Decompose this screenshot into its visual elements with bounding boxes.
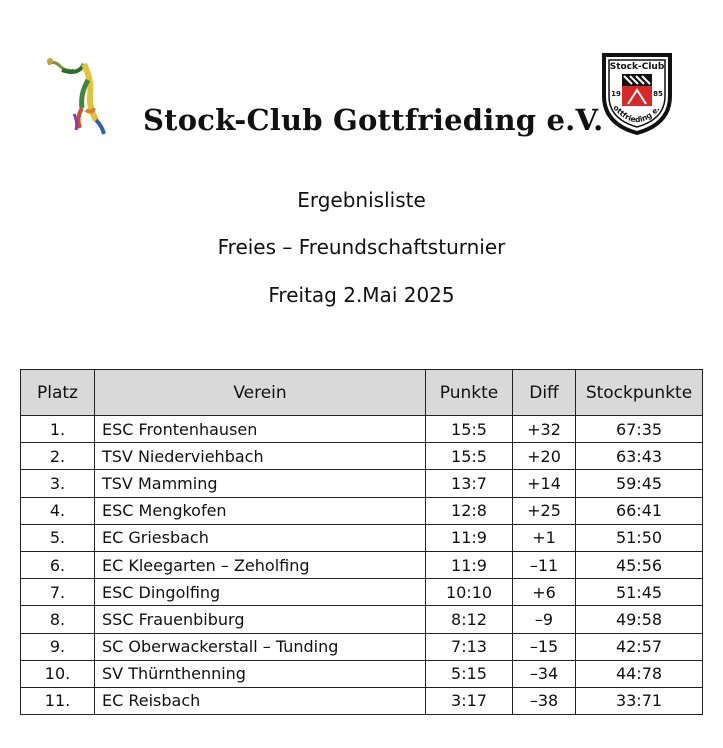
cell-verein: EC Reisbach — [95, 687, 426, 714]
table-row — [21, 633, 703, 660]
cell-stockpunkte: 33:71 — [576, 687, 703, 714]
cell-diff: +6 — [513, 579, 576, 606]
cell-verein: SV Thürnthenning — [95, 660, 426, 687]
cell-diff: –11 — [513, 551, 576, 578]
cell-stockpunkte: 45:56 — [576, 551, 703, 578]
cell-diff: –38 — [513, 687, 576, 714]
cell-punkte: 15:5 — [426, 443, 513, 470]
cell-punkte: 3:17 — [426, 687, 513, 714]
header-platz: Platz — [21, 370, 95, 416]
cell-platz: 11. — [21, 687, 95, 714]
table-row — [21, 416, 703, 443]
header-punkte: Punkte — [426, 370, 513, 416]
header-diff: Diff — [513, 370, 576, 416]
cell-diff: –34 — [513, 660, 576, 687]
cell-diff: +20 — [513, 443, 576, 470]
cell-platz: 1. — [21, 416, 95, 443]
cell-platz: 10. — [21, 660, 95, 687]
cell-diff: +14 — [513, 470, 576, 497]
emblem-year-right: 85 — [653, 90, 663, 98]
cell-diff: –15 — [513, 633, 576, 660]
cell-stockpunkte: 51:45 — [576, 579, 703, 606]
cell-platz: 9. — [21, 633, 95, 660]
cell-platz: 8. — [21, 606, 95, 633]
table-row — [21, 660, 703, 687]
cell-stockpunkte: 49:58 — [576, 606, 703, 633]
cell-punkte: 7:13 — [426, 633, 513, 660]
results-table — [20, 369, 703, 715]
tournament-date: Freitag 2.Mai 2025 — [268, 283, 455, 307]
cell-stockpunkte: 44:78 — [576, 660, 703, 687]
header-verein: Verein — [95, 370, 426, 416]
cell-punkte: 11:9 — [426, 551, 513, 578]
cell-stockpunkte: 67:35 — [576, 416, 703, 443]
cell-verein: TSV Mamming — [95, 470, 426, 497]
table-row — [21, 579, 703, 606]
document-title: Ergebnisliste — [297, 188, 426, 212]
cell-verein: TSV Niederviehbach — [95, 443, 426, 470]
cell-verein: SSC Frauenbiburg — [95, 606, 426, 633]
table-row — [21, 497, 703, 524]
cell-verein: ESC Dingolfing — [95, 579, 426, 606]
curler-logo-icon — [40, 50, 112, 140]
table-row — [21, 524, 703, 551]
cell-verein: EC Kleegarten – Zeholfing — [95, 551, 426, 578]
emblem-bottom-text: ottfrieding e. — [611, 103, 662, 125]
table-row — [21, 551, 703, 578]
cell-verein: ESC Frontenhausen — [95, 416, 426, 443]
club-name: Stock-Club Gottfrieding e.V. — [143, 103, 604, 137]
table-row — [21, 606, 703, 633]
cell-verein: SC Oberwackerstall – Tunding — [95, 633, 426, 660]
cell-platz: 5. — [21, 524, 95, 551]
cell-punkte: 5:15 — [426, 660, 513, 687]
cell-platz: 3. — [21, 470, 95, 497]
cell-stockpunkte: 63:43 — [576, 443, 703, 470]
cell-stockpunkte: 42:57 — [576, 633, 703, 660]
cell-platz: 2. — [21, 443, 95, 470]
cell-diff: +32 — [513, 416, 576, 443]
cell-platz: 4. — [21, 497, 95, 524]
cell-stockpunkte: 66:41 — [576, 497, 703, 524]
cell-stockpunkte: 51:50 — [576, 524, 703, 551]
table-header-row — [21, 370, 703, 416]
cell-stockpunkte: 59:45 — [576, 470, 703, 497]
cell-punkte: 11:9 — [426, 524, 513, 551]
club-emblem-icon — [600, 52, 674, 136]
cell-diff: –9 — [513, 606, 576, 633]
table-row — [21, 443, 703, 470]
emblem-year-left: 19 — [611, 90, 621, 98]
cell-diff: +1 — [513, 524, 576, 551]
cell-verein: ESC Mengkofen — [95, 497, 426, 524]
tournament-name: Freies – Freundschaftsturnier — [217, 235, 506, 259]
table-row — [21, 470, 703, 497]
cell-platz: 7. — [21, 579, 95, 606]
cell-punkte: 10:10 — [426, 579, 513, 606]
cell-diff: +25 — [513, 497, 576, 524]
cell-punkte: 12:8 — [426, 497, 513, 524]
table-row — [21, 687, 703, 714]
cell-punkte: 13:7 — [426, 470, 513, 497]
cell-platz: 6. — [21, 551, 95, 578]
header-stockpunkte: Stockpunkte — [576, 370, 703, 416]
cell-verein: EC Griesbach — [95, 524, 426, 551]
emblem-top-text: Stock-Club — [609, 62, 665, 72]
cell-punkte: 8:12 — [426, 606, 513, 633]
cell-punkte: 15:5 — [426, 416, 513, 443]
